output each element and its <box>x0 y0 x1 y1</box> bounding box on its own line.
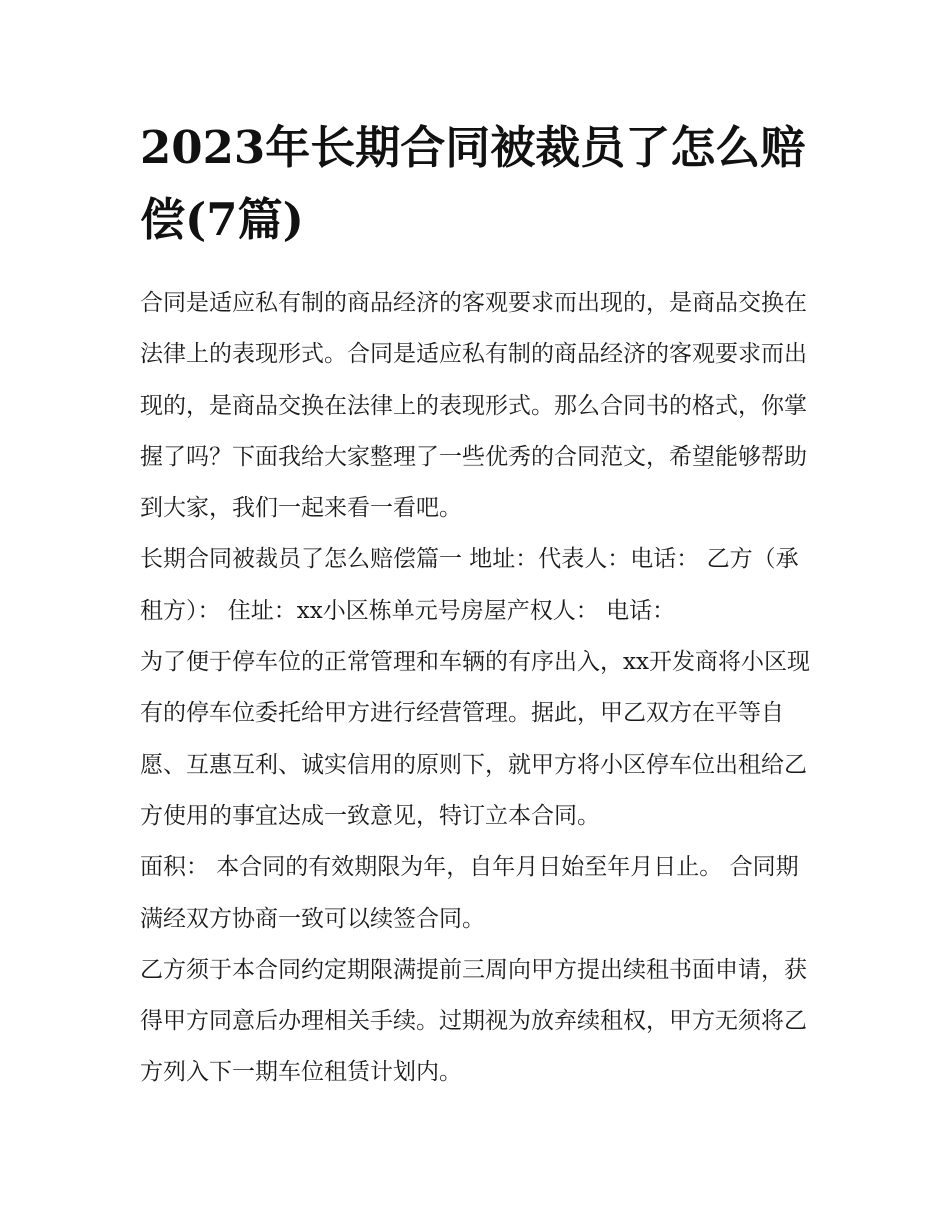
paragraph-purpose: 为了便于停车位的正常管理和车辆的有序出入，xx开发商将小区现有的停车位委托给甲方进行经营管理。据此，甲乙双方在平等自愿、互惠互利、诚实信用的原则下，就甲方将小区停车位出租给乙方使用的事宜达成一致意见，特订立本合同。 <box>140 649 810 829</box>
paragraph-party-info: 长期合同被裁员了怎么赔偿篇一 地址：代表人：电话： 乙方（承租方）： 住址：xx小区栋单元号房屋产权人： 电话： <box>140 546 799 624</box>
paragraph-term: 面积： 本合同的有效期限为年，自年月日始至年月日止。 合同期满经双方协商一致可以续签合同。 <box>140 854 799 932</box>
document-page <box>140 112 812 1099</box>
document-title: 2023年长期合同被裁员了怎么赔偿(7篇) <box>140 121 806 246</box>
paragraph-renewal: 乙方须于本合同约定期限满提前三周向甲方提出续租书面申请，获得甲方同意后办理相关手续。过期视为放弃续租权，甲方无须将乙方列入下一期车位租赁计划内。 <box>140 956 807 1086</box>
paragraph-intro: 合同是适应私有制的商品经济的客观要求而出现的，是商品交换在法律上的表现形式。合同是适应私有制的商品经济的客观要求而出现的，是商品交换在法律上的表现形式。那么合同书的格式，你掌握了吗？下面我给大家整理了一些优秀的合同范文，希望能够帮助到大家，我们一起来看一看吧。 <box>140 290 807 522</box>
